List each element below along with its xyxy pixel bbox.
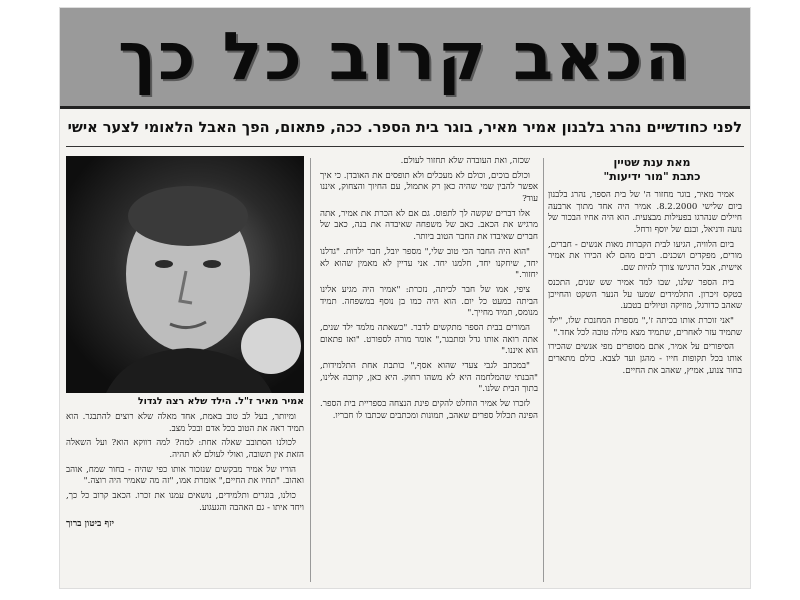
paragraph: המורים בבית הספר מתקשים לדבר. "כשאתה מלמד ילד שנים, אתה רואה אותו גדל ומתבגר," אומר מורה לספורט. "ואז פתאום הוא איננו." bbox=[320, 322, 538, 357]
article-column-right bbox=[548, 190, 742, 582]
paragraph: לכולנו הסתובב שאלה אחת: למה? למה דווקא הוא? ועל השאלה הזאת אין תשובה, ואולי לעולם לא תהיה. bbox=[66, 438, 304, 461]
paragraph: "במכתב לגבי צעדי שהוא אסף," כותבת אחת התלמידות, "הבנתי שהמלחמה היא לא משהו רחוק. היא כאן, קרובה אלינו, בתוך הבית שלנו." bbox=[320, 361, 538, 395]
paragraph: אלו דברים שקשה לך לתפוס. גם אם לא הכרת את אמיר, אתה מרגיש את הכאב. כאב של משפחה שאיבדה את בנה, כאב של חברים שאיבדו את החבר הטוב ביותר. bbox=[320, 208, 538, 243]
paragraph: אמיר מאיר, בוגר מחזור ה' של בית הספר, נהרג בלבנון ביום שלישי 8.2.2000. אמיר היה אחד מתוך ארבעה חיילים שנהרגו בפעילות מבצעית. הוא היה אחיו הבכור של נועה ודניאל, ובנם של יוסף ורחל. bbox=[548, 190, 742, 236]
column-separator bbox=[543, 158, 544, 582]
paragraph: ציפי, אמו של חבר לכיתה, נזכרת: "אמיר היה מגיע אלינו הביתה כמעט כל יום. הוא היה כמו בן נוסף במשפחה. תמיד מנומס, תמיד מחייך." bbox=[320, 284, 538, 319]
paragraph: הסיפורים על אמיר, אתם מסופרים מפי אנשים שהכירו אותו בכל תקופות חייו - מהגן ועד לצבא. כולם מתארים בחור צנוע, אמיץ, שאהב את החיים. bbox=[548, 342, 742, 376]
article-column-left bbox=[66, 412, 304, 582]
byline-author: מאת ענת שטיין bbox=[613, 156, 691, 169]
headline-band bbox=[60, 8, 750, 109]
subtitle: לפני כחודשיים נהרג בלבנון אמיר מאיר, בוגר בית הספר. ככה, פתאום, הפך האבל הלאומי לצער אישי bbox=[68, 120, 742, 136]
headline: הכאב קרוב כל כך bbox=[117, 18, 693, 95]
portrait-illustration bbox=[66, 156, 304, 393]
byline-outlet: כתבת "מור ידיעות" bbox=[603, 170, 701, 184]
paragraph: בית הספר שלנו, שבו למד אמיר שש שנים, התכנס בטקס זיכרון. התלמידים שמעו על הנער השקט והחייכן שאהב כדורגל, מוזיקה וטיולים בטבע. bbox=[548, 277, 742, 312]
article-column-middle bbox=[320, 156, 538, 582]
byline bbox=[562, 156, 742, 185]
portrait-photo bbox=[66, 156, 304, 393]
paragraph: וכולם בוכים, וכולם לא מעכלים ולא תופסים את האובדן. כי איך אפשר להבין שמי שהיה כאן רק אתמול, עם החיוך והצחוק, איננו עוד? bbox=[320, 170, 538, 205]
paragraph: לזכרו של אמיר הוחלט להקים פינת הנצחה בספריית בית הספר. הפינה תכלול ספרים שאהב, תמונות ומכתבים שכתבו לו חבריו. bbox=[320, 399, 538, 421]
paragraph: שכזה, ואת העובדה שלא תחזור לעולם. bbox=[400, 156, 530, 166]
paragraph: כולנו, בוגרים ותלמידים, נושאים עמנו את זכרו. הכאב קרוב כל כך, ויחד איתו - גם האהבה והגעגוע. bbox=[66, 491, 304, 513]
paragraph: "אני זוכרת אותו בכיתה ז'," מספרת המחנכת שלו, "ילד שתמיד עזר לאחרים, שתמיד מצא מילה טובה לכל אחד." bbox=[548, 315, 742, 338]
paragraph: ומיותר, בעל לב טוב באמת, אחד מאלה שלא רוצים להתבגר. הוא תמיד ראה את הטוב בכל אדם ובכל מצב. bbox=[66, 412, 304, 434]
signature: יזף ביטון ברוך bbox=[66, 518, 115, 529]
newspaper-clipping bbox=[60, 8, 750, 588]
divider-rule bbox=[66, 146, 744, 147]
photo-caption: אמיר מאיר ז"ל. הילד שלא רצה לגדול bbox=[137, 396, 304, 407]
paragraph: ביום הלוויה, הגיעו לבית הקברות מאות אנשים - חברים, מורים, מפקדים ושכנים. רבים מהם לא הכירו את אמיר אישית, אבל הרגישו צורך להיות שם. bbox=[548, 239, 742, 274]
column-separator bbox=[310, 158, 311, 582]
paragraph: "הוא היה החבר הכי טוב שלי," מספר יובל, חבר ילדות. "גדלנו יחד, שיחקנו יחד, חלמנו יחד. אני עדיין לא מאמין שהוא לא יחזור." bbox=[320, 246, 538, 281]
paragraph: הוריו של אמיר מבקשים שנזכור אותו כפי שהיה - בחור שמח, אוהב ואהוב. "תחיו את החיים," אומרת אמו, "זה מה שאמיר היה רוצה." bbox=[66, 464, 304, 487]
